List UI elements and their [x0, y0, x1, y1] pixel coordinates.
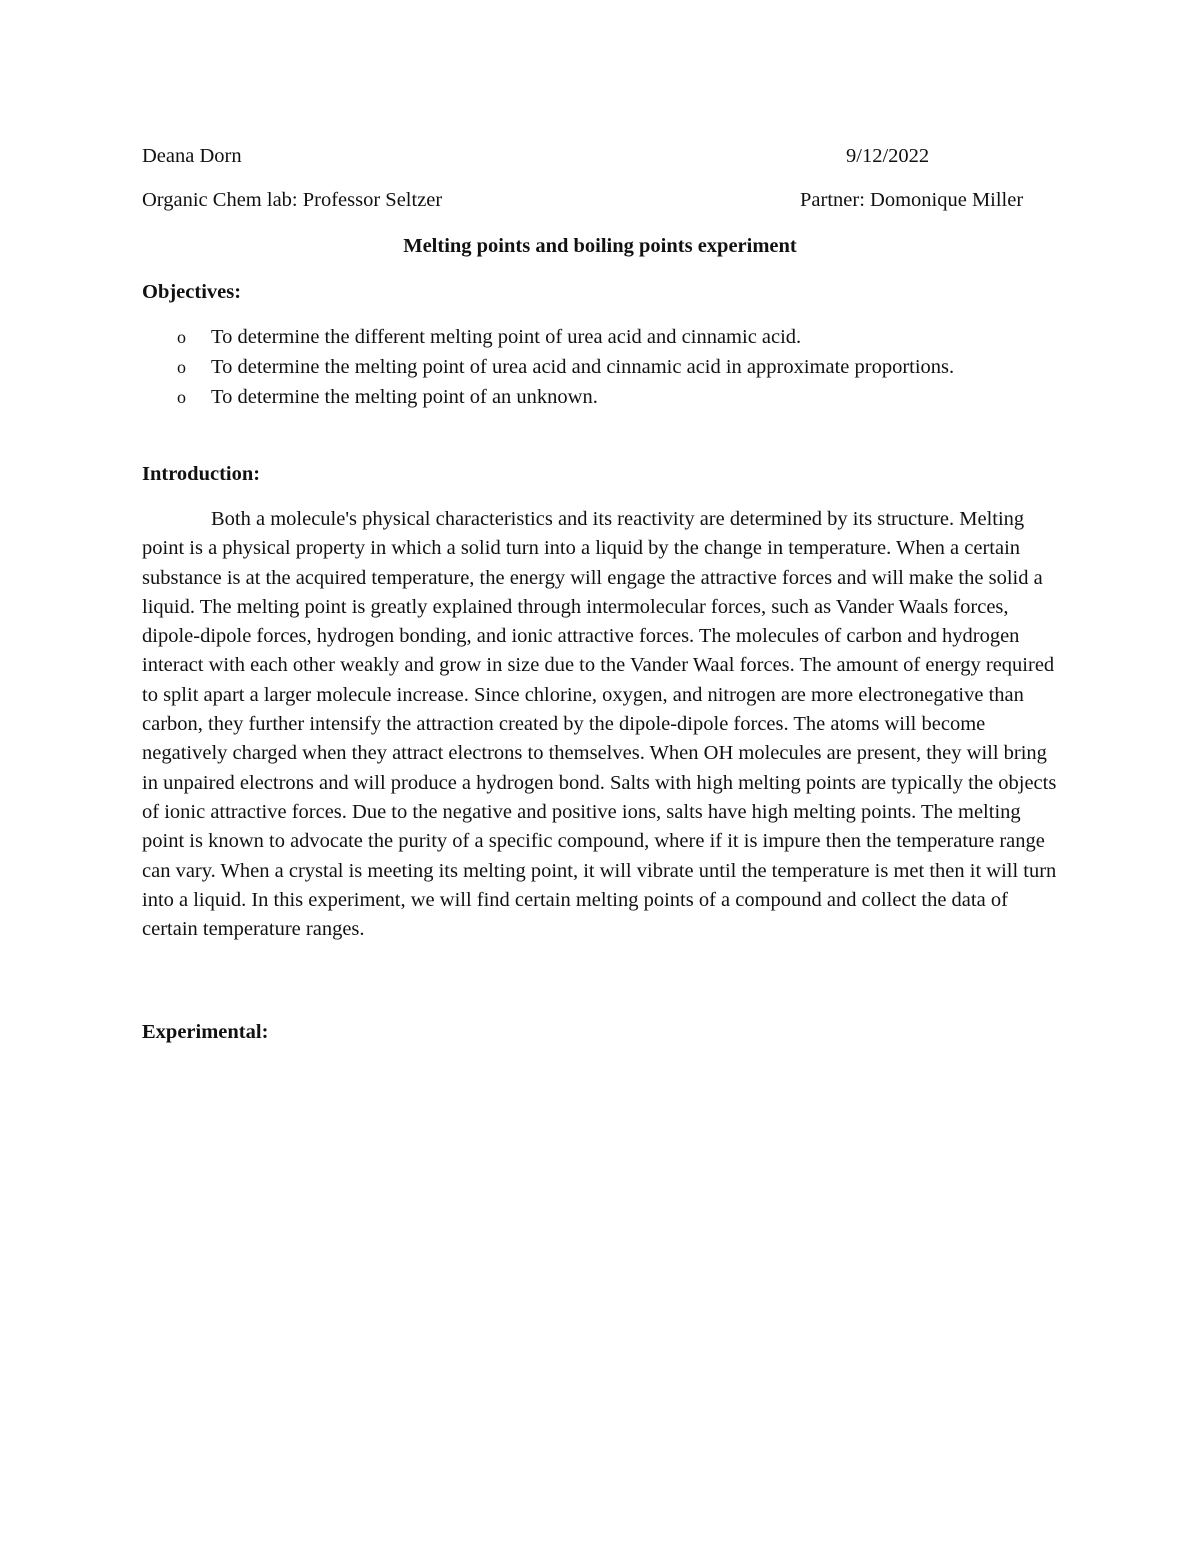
bullet-marker: o — [177, 387, 186, 407]
objective-text: To determine the melting point of urea acid and cinnamic acid in approximate proportions. — [211, 356, 955, 378]
objective-text: To determine the different melting point of urea acid and cinnamic acid. — [211, 326, 802, 348]
bullet-marker: o — [177, 357, 186, 377]
bullet-marker: o — [177, 327, 186, 347]
report-date: 9/12/2022 — [846, 145, 930, 167]
introduction-paragraph: Both a molecule's physical characteristics and its reactivity are determined by its structure. Melting point is a physical property in which a solid turn into a liquid by the change in temperature. When a certain substance is at the acquired temperature, the energy will engage the attractive forces and will make the solid a liquid. The melting point is greatly explained through intermolecular forces, such as Vander Waals forces, dipole-dipole forces, hydrogen bonding, and ionic attractive forces. The molecules of carbon and hydrogen interact with each other weakly and grow in size due to the Vander Waal forces. The amount of energy required to split apart a larger molecule increase. Since chlorine, oxygen, and nitrogen are more electronegative than carbon, they further intensify the attraction created by the dipole-dipole forces. The atoms will become negatively charged when they attract electrons to themselves. When OH molecules are present, they will bring in unpaired electrons and will produce a hydrogen bond. Salts with high melting points are typically the objects of ionic attractive forces. Due to the negative and positive ions, salts have high melting points. The melting point is known to advocate the purity of a specific compound, where if it is impure then the temperature range can vary. When a crystal is meeting its melting point, it will vibrate until the temperature is met then it will turn into a liquid. In this experiment, we will find certain melting points of a compound and collect the data of certain temperature ranges. — [142, 508, 1057, 941]
experimental-heading: Experimental: — [142, 1021, 269, 1043]
partner-name: Partner: Domonique Miller — [800, 189, 1024, 211]
list-item — [142, 322, 1062, 352]
list-item — [142, 352, 1062, 382]
objectives-heading: Objectives: — [142, 281, 242, 303]
objectives-list — [142, 322, 1062, 412]
course-info: Organic Chem lab: Professor Seltzer — [142, 189, 443, 211]
objective-text: To determine the melting point of an unknown. — [211, 386, 598, 408]
document-title: Melting points and boiling points experiment — [403, 235, 797, 257]
author-name: Deana Dorn — [142, 145, 242, 167]
introduction-heading: Introduction: — [142, 463, 261, 485]
list-item — [142, 382, 1062, 412]
